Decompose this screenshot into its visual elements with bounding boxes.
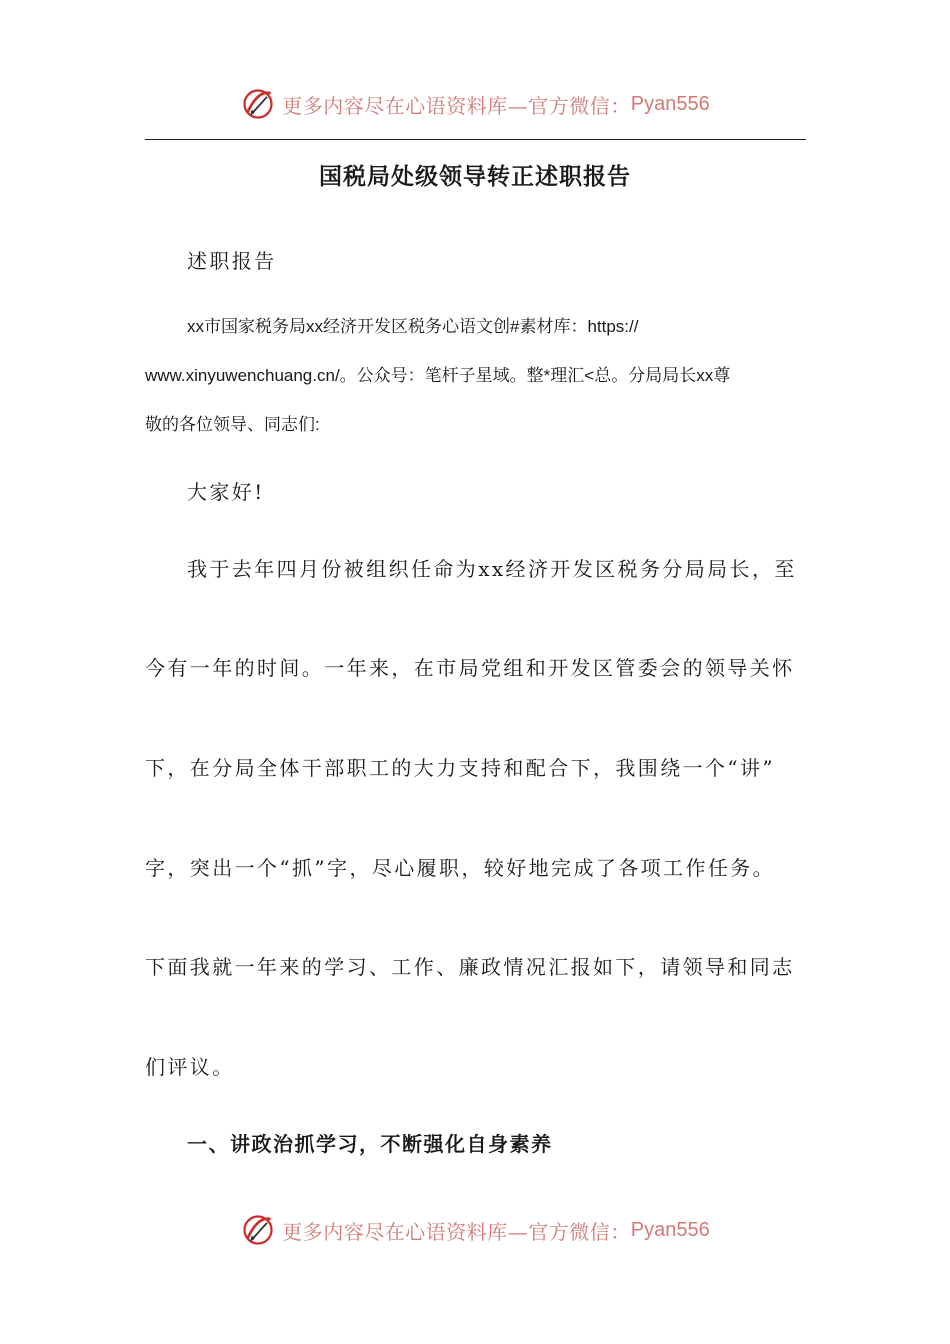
header-banner [0, 82, 950, 126]
body-line-6: 们评议。 [145, 1055, 235, 1079]
intro-line-1: xx市国家税务局xx经济开发区税务心语文创#素材库：https:// [187, 317, 639, 336]
body-line-3: 下，在分局全体干部职工的大力支持和配合下，我围绕一个“讲” [145, 756, 776, 780]
section-heading-1: 一、讲政治抓学习，不断强化自身素养 [187, 1132, 553, 1156]
subtitle: 述职报告 [187, 249, 277, 273]
body-line-2: 今有一年的时间。一年来，在市局党组和开发区管委会的领导关怀 [145, 656, 795, 680]
intro-line-3: 敬的各位领导、同志们: [145, 415, 320, 434]
banner-wechat-id: Pyan556 [630, 92, 710, 115]
banner-text: 更多内容尽在心语资料库—官方微信： [282, 93, 631, 118]
header-rule [145, 139, 806, 140]
footer-banner [0, 1208, 950, 1252]
body-line-4: 字，突出一个“抓”字，尽心履职，较好地完成了各项工作任务。 [145, 856, 776, 880]
greeting: 大家好! [187, 480, 265, 504]
intro-line-2: www.xinyuwenchuang.cn/。公众号：笔杆子星域。整*理汇<总。分局局长xx尊 [145, 366, 731, 385]
body-line-5: 下面我就一年来的学习、工作、廉政情况汇报如下，请领导和同志 [145, 955, 795, 979]
banner-text: 更多内容尽在心语资料库—官方微信： [282, 1219, 631, 1244]
pen-logo-icon [240, 1212, 276, 1248]
banner-wechat-id: Pyan556 [630, 1218, 710, 1241]
body-line-1: 我于去年四月份被组织任命为xx经济开发区税务分局局长，至 [187, 557, 797, 581]
document-title: 国税局处级领导转正述职报告 [319, 163, 631, 190]
pen-logo-icon [240, 86, 276, 122]
